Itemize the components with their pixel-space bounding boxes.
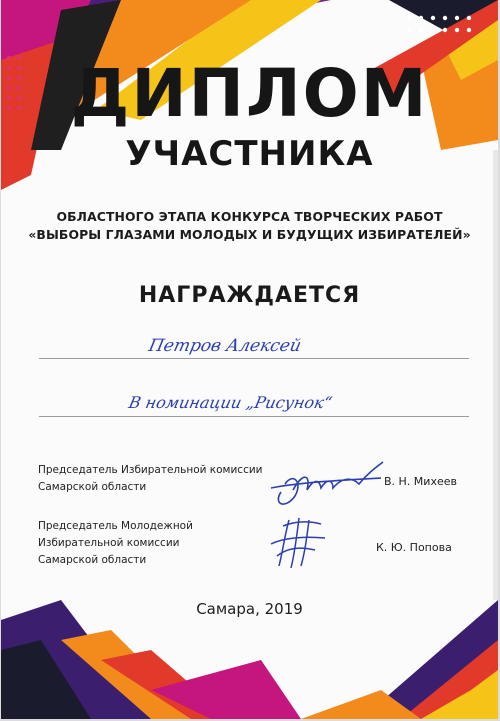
event-line-2: «ВЫБОРЫ ГЛАЗАМИ МОЛОДЫХ И БУДУЩИХ ИЗБИРАТЕЛЕЙ» [28, 227, 471, 242]
diploma-subtitle: УЧАСТНИКА [125, 134, 374, 174]
signatory-1-role [38, 462, 263, 496]
place-date: Самара, 2019 [196, 600, 303, 618]
signature-1-icon [263, 452, 393, 514]
nomination-handwritten: В номинации „Рисунок“ [126, 393, 335, 412]
signatory-2-role-line-2: Избирательной комиссии [38, 537, 180, 549]
diploma-page [1, 0, 498, 719]
signatory-1-name: В. Н. Михеев [384, 475, 457, 488]
event-line-1: ОБЛАСТНОГО ЭТАПА КОНКУРСА ТВОРЧЕСКИХ РАБОТ [56, 209, 443, 224]
signature-2-icon [263, 512, 333, 574]
diploma-title: ДИПЛОМ [70, 55, 429, 132]
signatory-1-role-line-2: Самарской области [38, 481, 147, 493]
signatory-1-role-line-1: Председатель Избирательной комиссии [38, 464, 263, 476]
signatory-2-role-line-1: Председатель Молодежной [38, 520, 193, 532]
recipient-underline [39, 358, 469, 359]
signatory-2-role-line-3: Самарской области [38, 554, 147, 566]
signatory-2-role [38, 518, 193, 569]
signatory-2-name: К. Ю. Попова [376, 541, 452, 554]
recipient-handwritten: Петров Алексей [146, 336, 304, 356]
awarded-label: НАГРАЖДАЕТСЯ [138, 283, 361, 308]
nomination-underline [39, 416, 469, 417]
